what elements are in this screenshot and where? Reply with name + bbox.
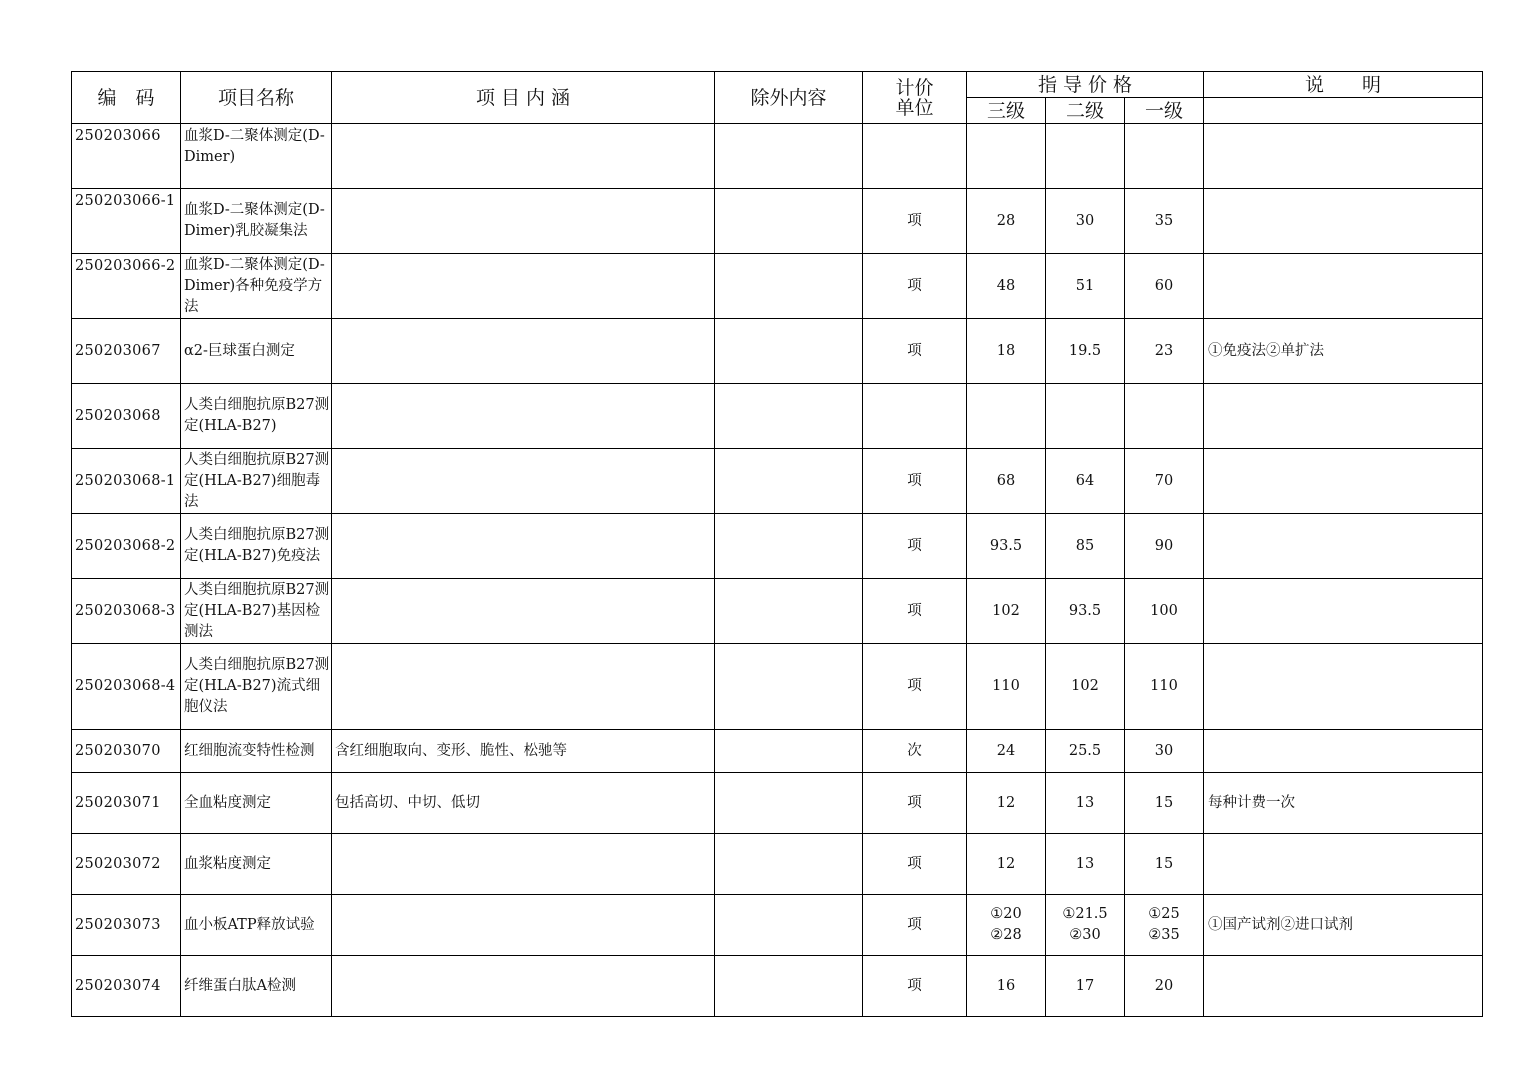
table-row <box>72 449 1483 514</box>
cell-unit: 次 <box>863 730 967 773</box>
header-code: 编 码 <box>72 72 181 124</box>
cell-note <box>1204 449 1483 514</box>
cell-price-level3: 18 <box>967 319 1046 384</box>
cell-unit: 项 <box>863 579 967 644</box>
cell-price-level1: 23 <box>1125 319 1204 384</box>
cell-price-level1-option1: ①25 <box>1148 906 1180 922</box>
cell-name: 红细胞流变特性检测 <box>181 730 332 773</box>
cell-exclusion <box>715 834 863 895</box>
cell-unit <box>863 124 967 189</box>
cell-note: ①免疫法②单扩法 <box>1204 319 1483 384</box>
cell-unit: 项 <box>863 834 967 895</box>
cell-content <box>332 449 715 514</box>
cell-price-level2: 19.5 <box>1046 319 1125 384</box>
header-unit <box>863 72 967 124</box>
cell-price-level2 <box>1046 895 1125 956</box>
table-row <box>72 956 1483 1017</box>
cell-name: 人类白细胞抗原B27测定(HLA-B27)细胞毒法 <box>181 449 332 514</box>
cell-price-level2: 51 <box>1046 254 1125 319</box>
cell-code: 250203066 <box>72 124 181 189</box>
cell-exclusion <box>715 644 863 730</box>
cell-unit <box>863 384 967 449</box>
cell-price-level3: 16 <box>967 956 1046 1017</box>
cell-name: 血浆D-二聚体测定(D-Dimer) <box>181 124 332 189</box>
cell-content <box>332 189 715 254</box>
cell-exclusion <box>715 189 863 254</box>
cell-code: 250203070 <box>72 730 181 773</box>
cell-content <box>332 124 715 189</box>
cell-content <box>332 514 715 579</box>
header-note-blank <box>1204 98 1483 124</box>
cell-note <box>1204 384 1483 449</box>
table-row <box>72 319 1483 384</box>
cell-price-level3: 12 <box>967 773 1046 834</box>
cell-price-level3: 68 <box>967 449 1046 514</box>
cell-note <box>1204 956 1483 1017</box>
cell-code: 250203067 <box>72 319 181 384</box>
cell-price-level1 <box>1125 895 1204 956</box>
cell-exclusion <box>715 449 863 514</box>
cell-price-level1: 35 <box>1125 189 1204 254</box>
cell-code: 250203073 <box>72 895 181 956</box>
cell-price-level1: 30 <box>1125 730 1204 773</box>
cell-note <box>1204 189 1483 254</box>
cell-name: 人类白细胞抗原B27测定(HLA-B27) <box>181 384 332 449</box>
cell-name: 人类白细胞抗原B27测定(HLA-B27)免疫法 <box>181 514 332 579</box>
cell-price-level1: 100 <box>1125 579 1204 644</box>
cell-unit: 项 <box>863 189 967 254</box>
header-level3: 三级 <box>967 98 1046 124</box>
cell-unit: 项 <box>863 956 967 1017</box>
cell-price-level3 <box>967 384 1046 449</box>
cell-code: 250203074 <box>72 956 181 1017</box>
cell-price-level3: 102 <box>967 579 1046 644</box>
cell-code: 250203066-2 <box>72 254 181 319</box>
cell-price-level3: 48 <box>967 254 1046 319</box>
cell-content <box>332 319 715 384</box>
table-row <box>72 579 1483 644</box>
cell-price-level2: 13 <box>1046 773 1125 834</box>
table-row <box>72 895 1483 956</box>
table-row <box>72 730 1483 773</box>
cell-price-level3: 28 <box>967 189 1046 254</box>
cell-code: 250203072 <box>72 834 181 895</box>
cell-price-level2-option1: ①21.5 <box>1062 906 1108 922</box>
cell-name: α2-巨球蛋白测定 <box>181 319 332 384</box>
cell-content: 包括高切、中切、低切 <box>332 773 715 834</box>
cell-price-level2: 102 <box>1046 644 1125 730</box>
cell-note <box>1204 514 1483 579</box>
header-unit-line1: 计价 <box>895 76 934 99</box>
cell-price-level1: 15 <box>1125 773 1204 834</box>
cell-exclusion <box>715 124 863 189</box>
cell-price-level2: 17 <box>1046 956 1125 1017</box>
cell-price-level3 <box>967 895 1046 956</box>
cell-price-level3 <box>967 124 1046 189</box>
cell-exclusion <box>715 319 863 384</box>
cell-exclusion <box>715 730 863 773</box>
cell-exclusion <box>715 773 863 834</box>
cell-name: 人类白细胞抗原B27测定(HLA-B27)基因检测法 <box>181 579 332 644</box>
cell-content <box>332 834 715 895</box>
cell-price-level3: 93.5 <box>967 514 1046 579</box>
cell-exclusion <box>715 579 863 644</box>
table-row <box>72 189 1483 254</box>
cell-code: 250203068-2 <box>72 514 181 579</box>
cell-price-level2: 25.5 <box>1046 730 1125 773</box>
cell-code: 250203068 <box>72 384 181 449</box>
cell-price-level2: 85 <box>1046 514 1125 579</box>
header-level1: 一级 <box>1125 98 1204 124</box>
cell-note <box>1204 254 1483 319</box>
cell-exclusion <box>715 254 863 319</box>
table-row <box>72 644 1483 730</box>
price-table <box>71 71 1483 1017</box>
cell-name: 纤维蛋白肽A检测 <box>181 956 332 1017</box>
table-row <box>72 254 1483 319</box>
header-exclusion: 除外内容 <box>715 72 863 124</box>
cell-price-level3-option2: ②28 <box>990 927 1022 943</box>
cell-note <box>1204 644 1483 730</box>
cell-unit: 项 <box>863 254 967 319</box>
cell-exclusion <box>715 514 863 579</box>
cell-content <box>332 254 715 319</box>
cell-price-level2: 93.5 <box>1046 579 1125 644</box>
cell-content <box>332 895 715 956</box>
cell-note: ①国产试剂②进口试剂 <box>1204 895 1483 956</box>
cell-note <box>1204 579 1483 644</box>
cell-unit: 项 <box>863 895 967 956</box>
cell-content <box>332 644 715 730</box>
cell-exclusion <box>715 956 863 1017</box>
cell-price-level1: 20 <box>1125 956 1204 1017</box>
cell-exclusion <box>715 384 863 449</box>
cell-unit: 项 <box>863 773 967 834</box>
cell-price-level3-option1: ①20 <box>990 906 1022 922</box>
cell-unit: 项 <box>863 319 967 384</box>
cell-name: 全血粘度测定 <box>181 773 332 834</box>
cell-price-level3: 12 <box>967 834 1046 895</box>
table-row <box>72 124 1483 189</box>
cell-code: 250203068-3 <box>72 579 181 644</box>
cell-note <box>1204 124 1483 189</box>
cell-code: 250203071 <box>72 773 181 834</box>
cell-note <box>1204 730 1483 773</box>
table-row <box>72 773 1483 834</box>
cell-unit: 项 <box>863 449 967 514</box>
cell-price-level2: 64 <box>1046 449 1125 514</box>
cell-name: 血小板ATP释放试验 <box>181 895 332 956</box>
header-unit-line2: 单位 <box>895 96 934 119</box>
cell-name: 血浆D-二聚体测定(D-Dimer)乳胶凝集法 <box>181 189 332 254</box>
cell-price-level1: 70 <box>1125 449 1204 514</box>
cell-price-level1: 15 <box>1125 834 1204 895</box>
cell-content <box>332 579 715 644</box>
cell-price-level2-option2: ②30 <box>1069 927 1101 943</box>
cell-price-level3: 24 <box>967 730 1046 773</box>
cell-content: 含红细胞取向、变形、脆性、松驰等 <box>332 730 715 773</box>
header-name: 项目名称 <box>181 72 332 124</box>
cell-price-level2: 30 <box>1046 189 1125 254</box>
cell-unit: 项 <box>863 514 967 579</box>
cell-price-level1: 60 <box>1125 254 1204 319</box>
cell-price-level1: 110 <box>1125 644 1204 730</box>
cell-price-level1 <box>1125 124 1204 189</box>
cell-name: 人类白细胞抗原B27测定(HLA-B27)流式细胞仪法 <box>181 644 332 730</box>
cell-code: 250203068-4 <box>72 644 181 730</box>
header-content: 项 目 内 涵 <box>332 72 715 124</box>
cell-price-level2 <box>1046 124 1125 189</box>
cell-content <box>332 384 715 449</box>
cell-unit: 项 <box>863 644 967 730</box>
cell-note <box>1204 834 1483 895</box>
table-row <box>72 834 1483 895</box>
cell-code: 250203068-1 <box>72 449 181 514</box>
cell-price-level1-option2: ②35 <box>1148 927 1180 943</box>
header-price-group: 指 导 价 格 <box>967 72 1204 98</box>
cell-note: 每种计费一次 <box>1204 773 1483 834</box>
cell-price-level1: 90 <box>1125 514 1204 579</box>
cell-exclusion <box>715 895 863 956</box>
cell-price-level3: 110 <box>967 644 1046 730</box>
cell-code: 250203066-1 <box>72 189 181 254</box>
cell-content <box>332 956 715 1017</box>
cell-price-level2: 13 <box>1046 834 1125 895</box>
cell-price-level2 <box>1046 384 1125 449</box>
table-row <box>72 514 1483 579</box>
cell-name: 血浆粘度测定 <box>181 834 332 895</box>
header-note: 说 明 <box>1204 72 1483 98</box>
cell-name: 血浆D-二聚体测定(D-Dimer)各种免疫学方法 <box>181 254 332 319</box>
cell-price-level1 <box>1125 384 1204 449</box>
header-level2: 二级 <box>1046 98 1125 124</box>
table-row <box>72 384 1483 449</box>
